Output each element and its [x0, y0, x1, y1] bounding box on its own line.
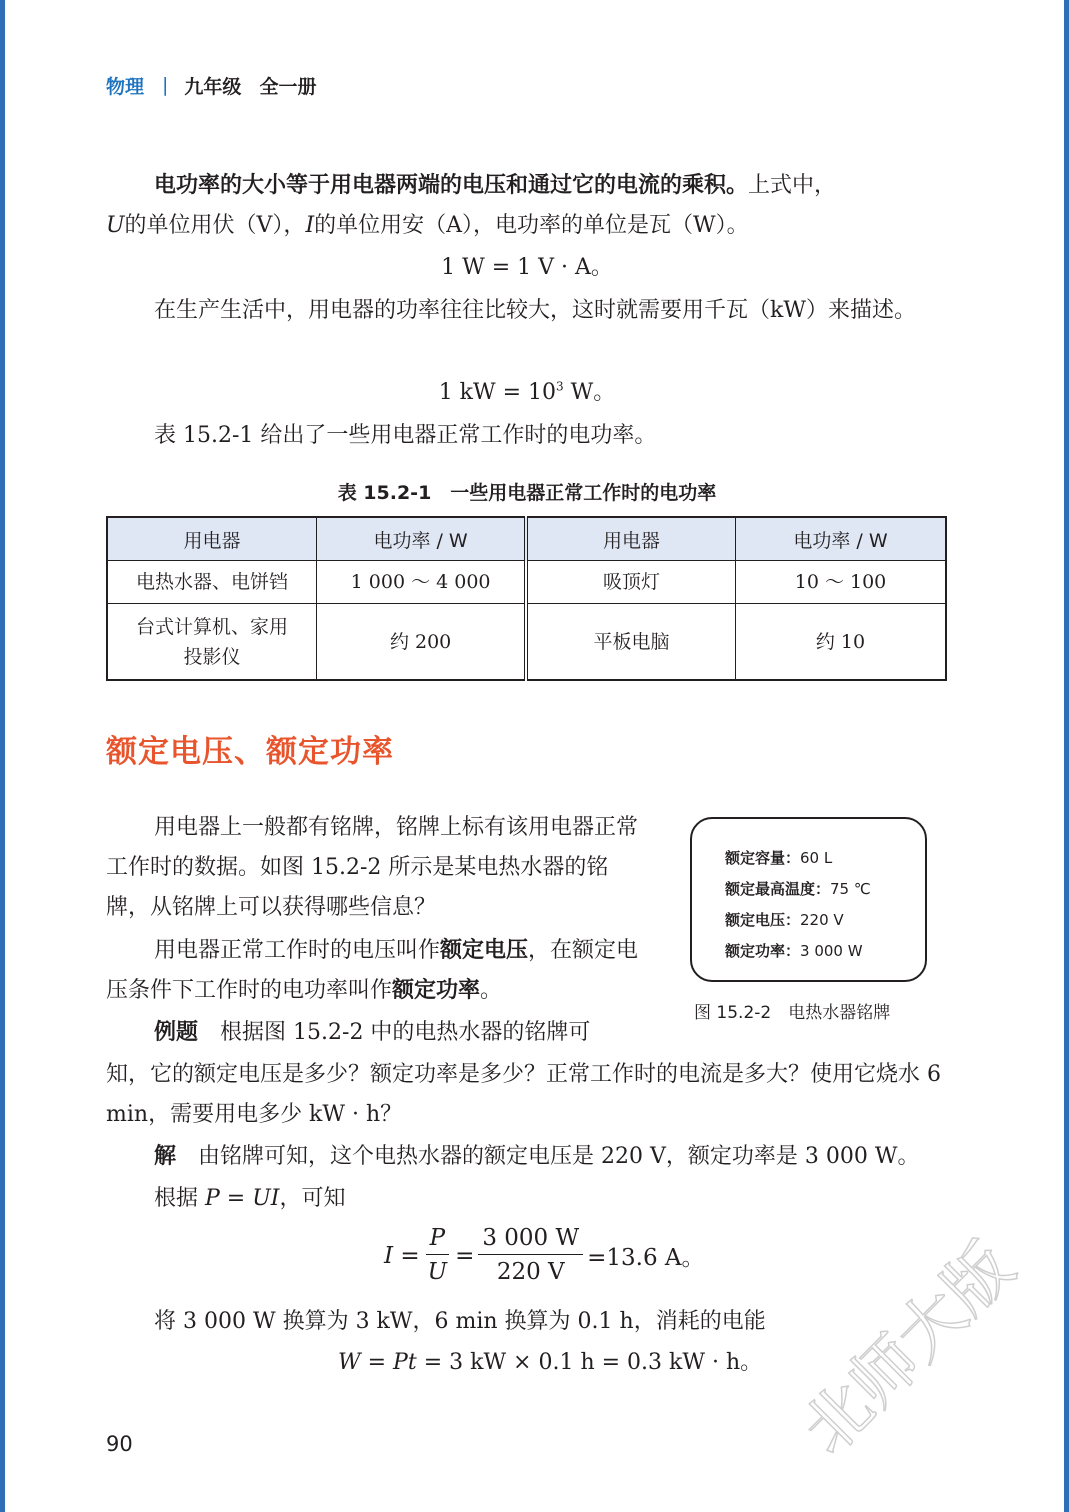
table-header-cell: 电功率 / W	[736, 517, 947, 561]
eq2-pre: 1 kW = 10	[438, 380, 557, 405]
nameplate-value: 75 ℃	[830, 880, 871, 898]
table-cell: 台式计算机、家用投影仪	[107, 604, 317, 681]
symbol-u: U	[106, 213, 125, 238]
current-formula	[384, 1222, 705, 1289]
fraction-numerator: P	[426, 1222, 449, 1255]
energy-pt: Pt	[393, 1350, 417, 1375]
fraction-numerator: 3 000 W	[478, 1222, 583, 1255]
table-header-cell: 电功率 / W	[317, 517, 526, 561]
watermark-text: 北师大版	[787, 1227, 1029, 1469]
page-right-edge	[1064, 0, 1069, 1512]
solution-label: 解	[154, 1144, 177, 1169]
formula-equals: =	[455, 1242, 475, 1269]
page-left-edge	[0, 0, 5, 1512]
nameplate-value: 60 L	[800, 849, 833, 867]
power-table	[106, 516, 947, 681]
table-cell: 吸顶灯	[526, 561, 735, 604]
nameplate-line	[725, 843, 925, 874]
rated-text-a: 用电器正常工作时的电压叫作	[154, 938, 441, 963]
fraction-values	[478, 1222, 583, 1289]
nameplate-key: 额定电压：	[725, 911, 801, 929]
paragraph-rated-definition	[106, 931, 646, 1011]
table-cell: 1 000 ～ 4 000	[317, 561, 526, 604]
formula-i: I =	[384, 1242, 420, 1269]
energy-rest: = 3 kW × 0.1 h = 0.3 kW · h。	[416, 1350, 763, 1375]
equation-kilowatt	[106, 373, 948, 413]
unit-text-b: 的单位用安（A），电功率的单位是瓦（W）。	[314, 213, 749, 238]
fraction-denominator: 220 V	[496, 1259, 565, 1285]
page-number: 90	[106, 1432, 133, 1456]
basis-post: ，可知	[279, 1186, 346, 1211]
example-label: 例题	[154, 1020, 199, 1045]
header-separator: |	[162, 74, 169, 96]
basis-pre: 根据	[154, 1186, 205, 1211]
term-rated-power: 额定功率	[392, 978, 481, 1003]
table-header-cell: 用电器	[526, 517, 735, 561]
equation-watt: 1 W = 1 V · A。	[441, 255, 613, 280]
nameplate-line	[725, 874, 925, 905]
nameplate-line	[725, 905, 925, 936]
term-rated-voltage: 额定电压	[440, 938, 529, 963]
nameplate-key: 额定最高温度：	[725, 880, 831, 898]
rated-text-c: ，在额定电压条件下工作时的电功率叫作	[106, 938, 639, 1003]
solution-text: 由铭牌可知，这个电热水器的额定电压是 220 V，额定功率是 3 000 W。	[198, 1144, 920, 1169]
formula-result: =13.6 A。	[587, 1245, 705, 1271]
table-cell: 约 10	[736, 604, 947, 681]
energy-mid: =	[360, 1350, 394, 1375]
example-question: 知，它的额定电压是多少？额定功率是多少？正常工作时的电流是多大？使用它烧水 6 min，需要用电多少 kW · h？	[106, 1062, 941, 1127]
power-definition-rest: 上式中，	[748, 173, 837, 198]
header-grade: 九年级	[184, 75, 242, 98]
paragraph-table-intro: 表 15.2-1 给出了一些用电器正常工作时的电功率。	[154, 423, 657, 448]
symbol-i: I	[305, 213, 315, 238]
fraction-denominator: U	[427, 1259, 448, 1285]
table-cell: 平板电脑	[526, 604, 735, 681]
nameplate-key: 额定容量：	[725, 849, 801, 867]
nameplate-key: 额定功率：	[725, 942, 801, 960]
section-title: 额定电压、额定功率	[106, 734, 394, 770]
paragraph-kilowatt: 在生产生活中，用电器的功率往往比较大，这时就需要用千瓦（kW）来描述。	[154, 298, 916, 323]
nameplate-value: 220 V	[800, 911, 844, 929]
conversion-line: 将 3 000 W 换算为 3 kW，6 min 换算为 0.1 h，消耗的电能	[154, 1309, 766, 1334]
fraction-p-over-u	[424, 1222, 451, 1289]
unit-text-a: 的单位用伏（V），	[124, 213, 306, 238]
power-definition-bold: 电功率的大小等于用电器两端的电压和通过它的电流的乘积。	[154, 173, 749, 198]
nameplate-value: 3 000 W	[800, 942, 863, 960]
table-caption: 表 15.2-1 一些用电器正常工作时的电功率	[337, 482, 717, 504]
table-cell: 约 200	[317, 604, 526, 681]
nameplate-line	[725, 936, 925, 967]
rated-text-d: 。	[480, 978, 503, 1003]
example-text-1: 根据图 15.2-2 中的电热水器的铭牌可	[220, 1020, 591, 1045]
eq2-exponent: 3	[556, 379, 564, 394]
solution-line	[106, 1137, 948, 1177]
paragraph-nameplate-intro: 用电器上一般都有铭牌，铭牌上标有该用电器正常工作时的数据。如图 15.2-2 所示是某电热水器的铭牌，从铭牌上可以获得哪些信息？	[106, 815, 639, 920]
running-header	[106, 70, 316, 100]
figure-caption: 图 15.2-2 电热水器铭牌	[694, 1003, 891, 1023]
water-heater-nameplate	[690, 817, 927, 982]
table-cell: 电热水器、电饼铛	[107, 561, 317, 604]
basis-formula: P = UI	[205, 1186, 280, 1211]
header-subject: 物理	[106, 75, 145, 98]
eq2-post: W。	[563, 380, 616, 405]
table-header-row	[107, 517, 946, 561]
header-book: 全一册	[259, 75, 317, 98]
table-row	[107, 604, 946, 681]
watermark	[760, 1200, 1060, 1500]
energy-w: W	[338, 1350, 361, 1375]
table-cell: 10 ～ 100	[736, 561, 947, 604]
paragraph-power-definition	[106, 166, 948, 246]
table-header-cell: 用电器	[107, 517, 317, 561]
table-row	[107, 561, 946, 604]
